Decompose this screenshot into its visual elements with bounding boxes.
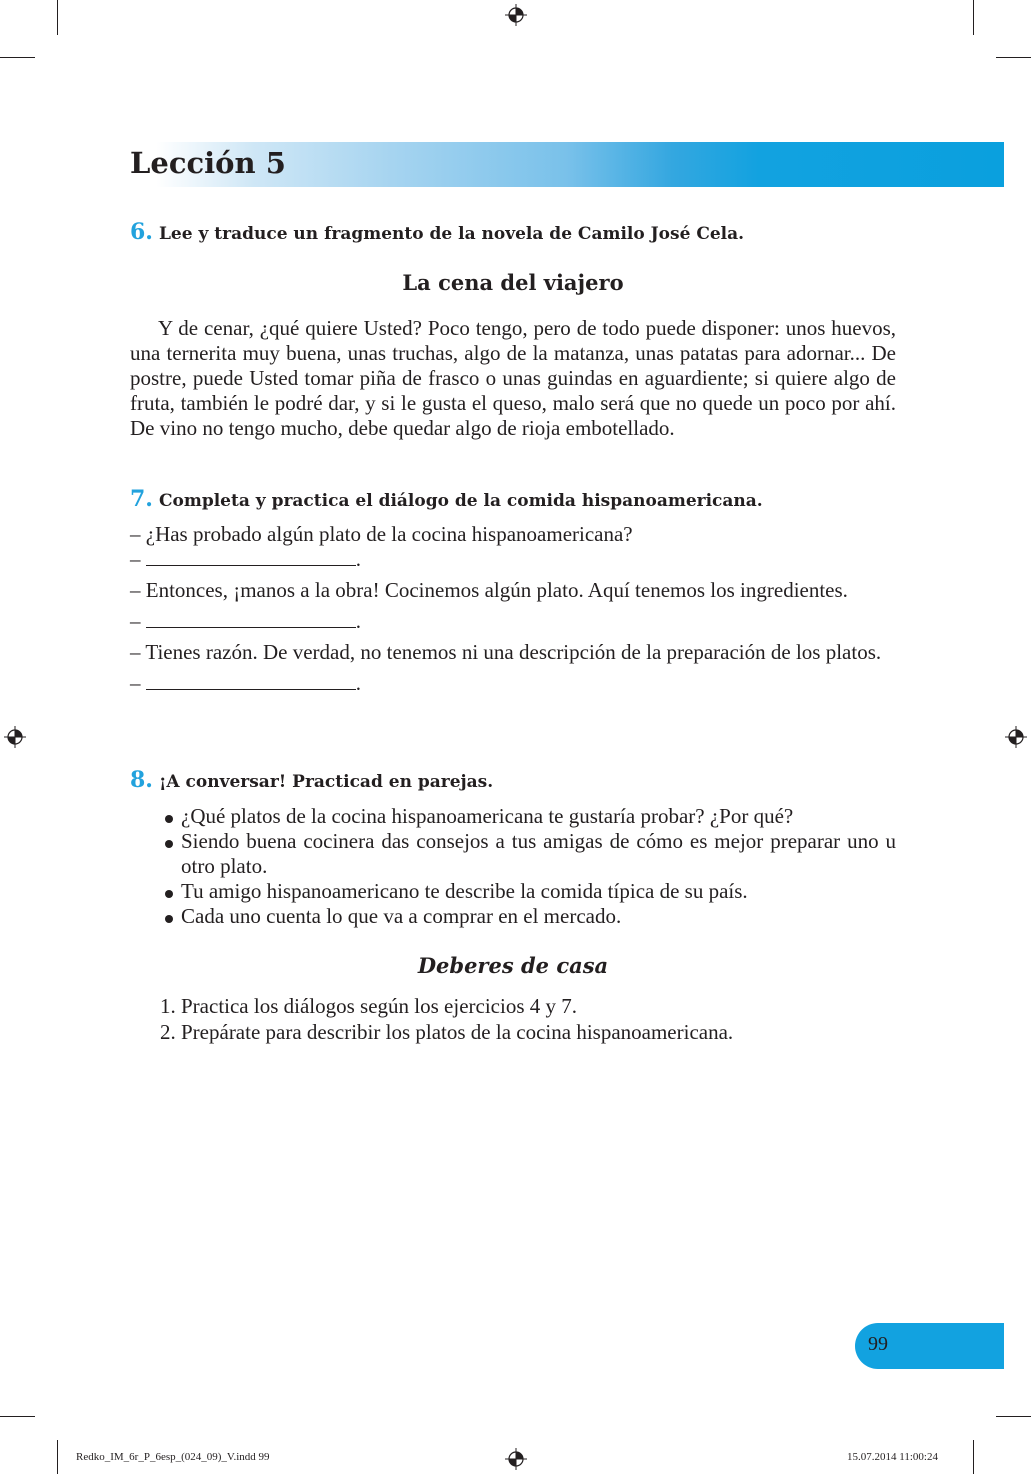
answer-blank[interactable] bbox=[146, 672, 356, 690]
exercise-number: 6. bbox=[130, 219, 153, 245]
list-item: ¿Qué platos de la cocina hispanoamericana te gustaría probar? ¿Por qué? bbox=[160, 804, 896, 829]
crop-mark bbox=[57, 1440, 58, 1474]
dialogue-line: – ¿Has probado algún plato de la cocina hispanoamericana? bbox=[130, 522, 633, 546]
lesson-title: Lección 5 bbox=[130, 146, 286, 180]
exercise-7-heading bbox=[130, 486, 763, 512]
exercise-number: 7. bbox=[130, 486, 153, 512]
period: . bbox=[355, 671, 361, 695]
conversation-prompts bbox=[160, 804, 896, 929]
list-item: 1. Practica los diálogos según los ejercicios 4 y 7. bbox=[160, 994, 577, 1018]
dialogue-line: – Entonces, ¡manos a la obra! Cocinemos algún plato. Aquí tenemos los ingredientes. bbox=[130, 578, 848, 602]
dash: – bbox=[130, 609, 141, 633]
exercise-instruction: ¡A conversar! Practicad en parejas. bbox=[158, 772, 494, 792]
list-item: 2. Prepárate para describir los platos de la cocina hispanoamericana. bbox=[160, 1020, 734, 1044]
dialogue-line: – Tienes razón. De verdad, no tenemos ni una descripción de la preparación de los platos. bbox=[130, 640, 882, 664]
file-name: Redko_IM_6r_P_6esp_(024_09)_V.indd 99 bbox=[76, 1451, 270, 1463]
period: . bbox=[355, 609, 361, 633]
registration-mark-icon bbox=[1005, 726, 1027, 748]
period: . bbox=[355, 547, 361, 571]
crop-mark bbox=[996, 57, 1031, 58]
page-number: 99 bbox=[868, 1333, 888, 1355]
crop-mark bbox=[973, 0, 974, 35]
print-timestamp: 15.07.2014 11:00:24 bbox=[847, 1451, 938, 1463]
crop-mark bbox=[0, 1416, 35, 1417]
answer-blank[interactable] bbox=[146, 610, 356, 628]
exercise-number: 8. bbox=[130, 767, 153, 793]
exercise-8-heading bbox=[130, 767, 493, 793]
dialogue-blank-line bbox=[130, 609, 896, 634]
registration-mark-icon bbox=[505, 4, 527, 26]
list-item: Tu amigo hispanoamericano te describe la comida típica de su país. bbox=[160, 879, 896, 904]
crop-mark bbox=[57, 0, 58, 35]
reading-paragraph: Y de cenar, ¿qué quiere Usted? Poco tengo, pero de todo puede disponer: unos huevos, una ternerita muy buena, unas truchas, algo de la matanza, unas patatas para adornar... De postre, puede Usted tomar piña de frasco o unas guindas en aguardiente; si quiere algo de fruta, también le podré dar, y si le gusta el queso, malo será que no quede un poco por ahí. De vino no tengo mucho, debe quedar algo de rioja embotellado. bbox=[130, 316, 896, 440]
crop-mark bbox=[0, 57, 35, 58]
dash: – bbox=[130, 671, 141, 695]
homework-list bbox=[160, 993, 896, 1045]
registration-mark-icon bbox=[505, 1448, 527, 1470]
exercise-instruction: Lee y traduce un fragmento de la novela de Camilo José Cela. bbox=[158, 224, 745, 244]
answer-blank[interactable] bbox=[146, 548, 356, 566]
crop-mark bbox=[996, 1416, 1031, 1417]
exercise-6-heading bbox=[130, 219, 744, 245]
dialogue-blank-line bbox=[130, 671, 896, 696]
dialogue bbox=[130, 522, 896, 696]
dash: – bbox=[130, 547, 141, 571]
list-item: Cada uno cuenta lo que va a comprar en el mercado. bbox=[160, 904, 896, 929]
crop-mark bbox=[973, 1440, 974, 1474]
dialogue-blank-line bbox=[130, 547, 896, 572]
list-item: Siendo buena cocinera das consejos a tus amigas de cómo es mejor preparar uno u otro plato. bbox=[160, 829, 896, 879]
exercise-instruction: Completa y practica el diálogo de la comida hispanoamericana. bbox=[158, 491, 763, 511]
homework-title: Deberes de casa bbox=[417, 953, 609, 978]
reading-title: La cena del viajero bbox=[402, 270, 624, 295]
registration-mark-icon bbox=[4, 726, 26, 748]
